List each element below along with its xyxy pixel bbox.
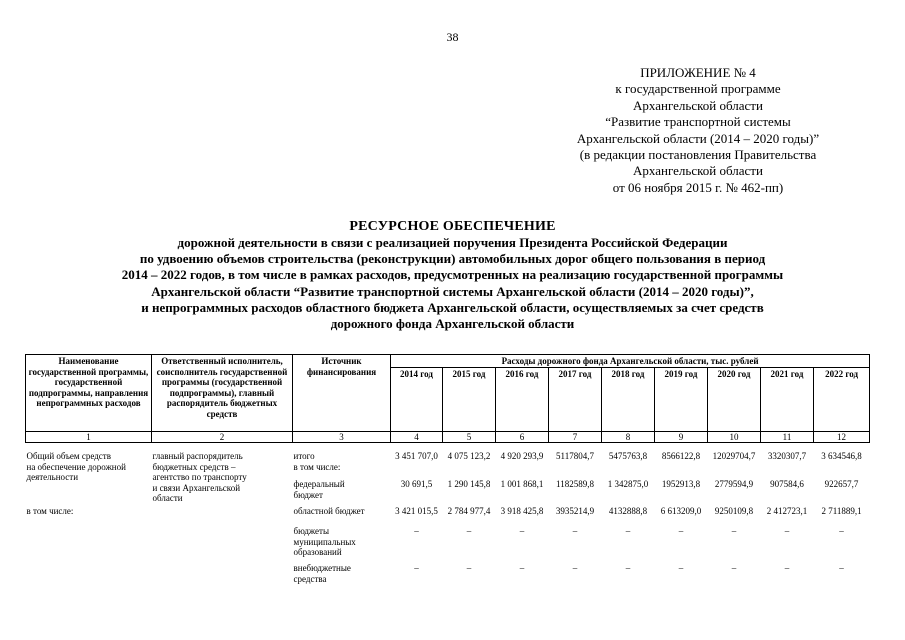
value-cell: 3 918 425,8 [500,506,544,516]
appendix-line: Архангельской области (2014 – 2020 годы)” [576,130,820,146]
value-cell: – [839,526,844,536]
value-cell: – [678,526,684,536]
value-cell: – [731,563,737,573]
header-year: 2016 год [496,367,549,431]
value-cell: 1 001 868,1 [500,479,544,489]
appendix-line: к государственной программе [615,81,781,97]
table-row [26,451,870,479]
column-number: 12 [814,431,870,443]
header-name: Наименование государственной программы, государственной подпрограммы, направления непрограммных расходов [26,355,152,432]
table-row [26,526,870,563]
name-sub-cell: в том числе: [26,506,74,516]
value-cell: 2 784 977,4 [447,506,491,516]
appendix-line: Архангельской области [633,163,763,179]
value-cell: – [731,526,737,536]
value-cell: 12029704,7 [712,451,756,461]
value-cell: – [466,563,472,573]
subtitle-line: и непрограммных расходов областного бюджета Архангельской области, осуществляемых за счет средств [141,299,764,315]
header-year: 2022 год [814,367,870,431]
header-responsible: Ответственный исполнитель, соисполнитель государственной программы (государственной подпрограммы), главный распорядитель бюджетных средств [152,355,293,432]
value-cell: 1182589,8 [556,479,594,489]
column-number: 3 [293,431,391,443]
value-cell: – [784,563,790,573]
header-expenses: Расходы дорожного фонда Архангельской области, тыс. рублей [391,355,870,368]
value-cell: 6 613209,0 [660,506,702,516]
value-cell: 3 634546,8 [821,451,862,461]
appendix-line: (в редакции постановления Правительства [579,147,817,163]
value-cell: – [839,563,844,573]
appendix-line: “Развитие транспортной системы [605,114,791,130]
header-source: Источник финансирования [293,355,391,432]
column-number: 5 [443,431,496,443]
source-cell: бюджеты муниципальных образований [293,526,356,557]
subtitle-line: по удвоению объемов строительства (реконструкции) автомобильных дорог общего пользования в период [139,251,766,267]
subtitle-line: дорожной деятельности в связи с реализацией поручения Президента Российской Федерации [177,235,728,250]
value-cell: – [519,526,525,536]
value-cell: 1 290 145,8 [447,479,491,489]
subtitle-line: 2014 – 2022 годов, в том числе в рамках расходов, предусмотренных на реализацию государственной программы [121,267,784,283]
source-cell: федеральный бюджет [293,479,345,500]
column-number: 11 [761,431,814,443]
value-cell: 3 451 707,0 [395,451,438,461]
subtitle-line: Архангельской области “Развитие транспортной системы Архангельской области (2014 – 2020 годы)”, [151,283,754,299]
value-cell: – [572,526,578,536]
value-cell: 4 920 293,9 [500,451,544,461]
header-year: 2018 год [602,367,655,431]
value-cell: 30 691,5 [400,479,433,489]
header-year: 2019 год [655,367,708,431]
value-cell: – [414,526,419,536]
column-number: 6 [496,431,549,443]
value-cell: 5475763,8 [608,451,648,461]
column-number: 4 [391,431,443,443]
appendix-block [548,65,848,196]
column-number: 1 [26,431,152,443]
table-row [26,563,870,587]
value-cell: 2779594,9 [714,479,754,489]
value-cell: 1 342875,0 [607,479,649,489]
header-year: 2017 год [549,367,602,431]
value-cell: – [625,563,631,573]
value-cell: – [784,526,790,536]
value-cell: – [519,563,525,573]
value-cell: 3320307,7 [767,451,807,461]
page-number: 38 [446,30,459,44]
value-cell: 2 711889,1 [821,506,862,516]
value-cell: 2 412723,1 [766,506,808,516]
column-number-row [26,431,870,443]
header-year: 2021 год [761,367,814,431]
value-cell: 3935214,9 [555,506,595,516]
responsible-cell-text: главный распорядитель бюджетных средств – агентство по транспорту и связи Архангельской области [152,451,247,503]
value-cell: 9250109,8 [714,506,754,516]
value-cell: 907584,6 [770,479,804,489]
value-cell: 4 075 123,2 [447,451,491,461]
appendix-line: ПРИЛОЖЕНИЕ № 4 [640,65,756,80]
header-year: 2020 год [708,367,761,431]
column-number: 2 [152,431,293,443]
resources-table [25,354,870,587]
column-number: 7 [549,431,602,443]
source-cell: итого в том числе: [293,451,341,472]
appendix-line: Архангельской области [633,97,763,113]
value-cell: – [625,526,631,536]
column-number: 9 [655,431,708,443]
source-cell: внебюджетные средства [293,563,351,584]
header-year: 2014 год [391,367,443,431]
value-cell: – [414,563,419,573]
name-cell-text: Общий объем средств на обеспечение дорожной деятельности [26,451,126,482]
name-cell [26,451,152,506]
document-title: РЕСУРСНОЕ ОБЕСПЕЧЕНИЕ [349,219,556,234]
column-number: 10 [708,431,761,443]
value-cell: 5117804,7 [556,451,594,461]
value-cell: – [466,526,472,536]
column-number: 8 [602,431,655,443]
value-cell: 3 421 015,5 [395,506,438,516]
responsible-cell [152,451,293,526]
value-cell: – [678,563,684,573]
value-cell: 1952913,8 [661,479,701,489]
value-cell: 8566122,8 [661,451,701,461]
subtitle-line: дорожного фонда Архангельской области [330,316,575,332]
header-year: 2015 год [443,367,496,431]
value-cell: 922657,7 [824,479,859,489]
source-cell: областной бюджет [293,506,365,516]
value-cell: – [572,563,578,573]
appendix-line: от 06 ноября 2015 г. № 462-пп) [612,179,784,195]
value-cell: 4132888,8 [608,506,648,516]
document-subtitle [0,235,905,332]
